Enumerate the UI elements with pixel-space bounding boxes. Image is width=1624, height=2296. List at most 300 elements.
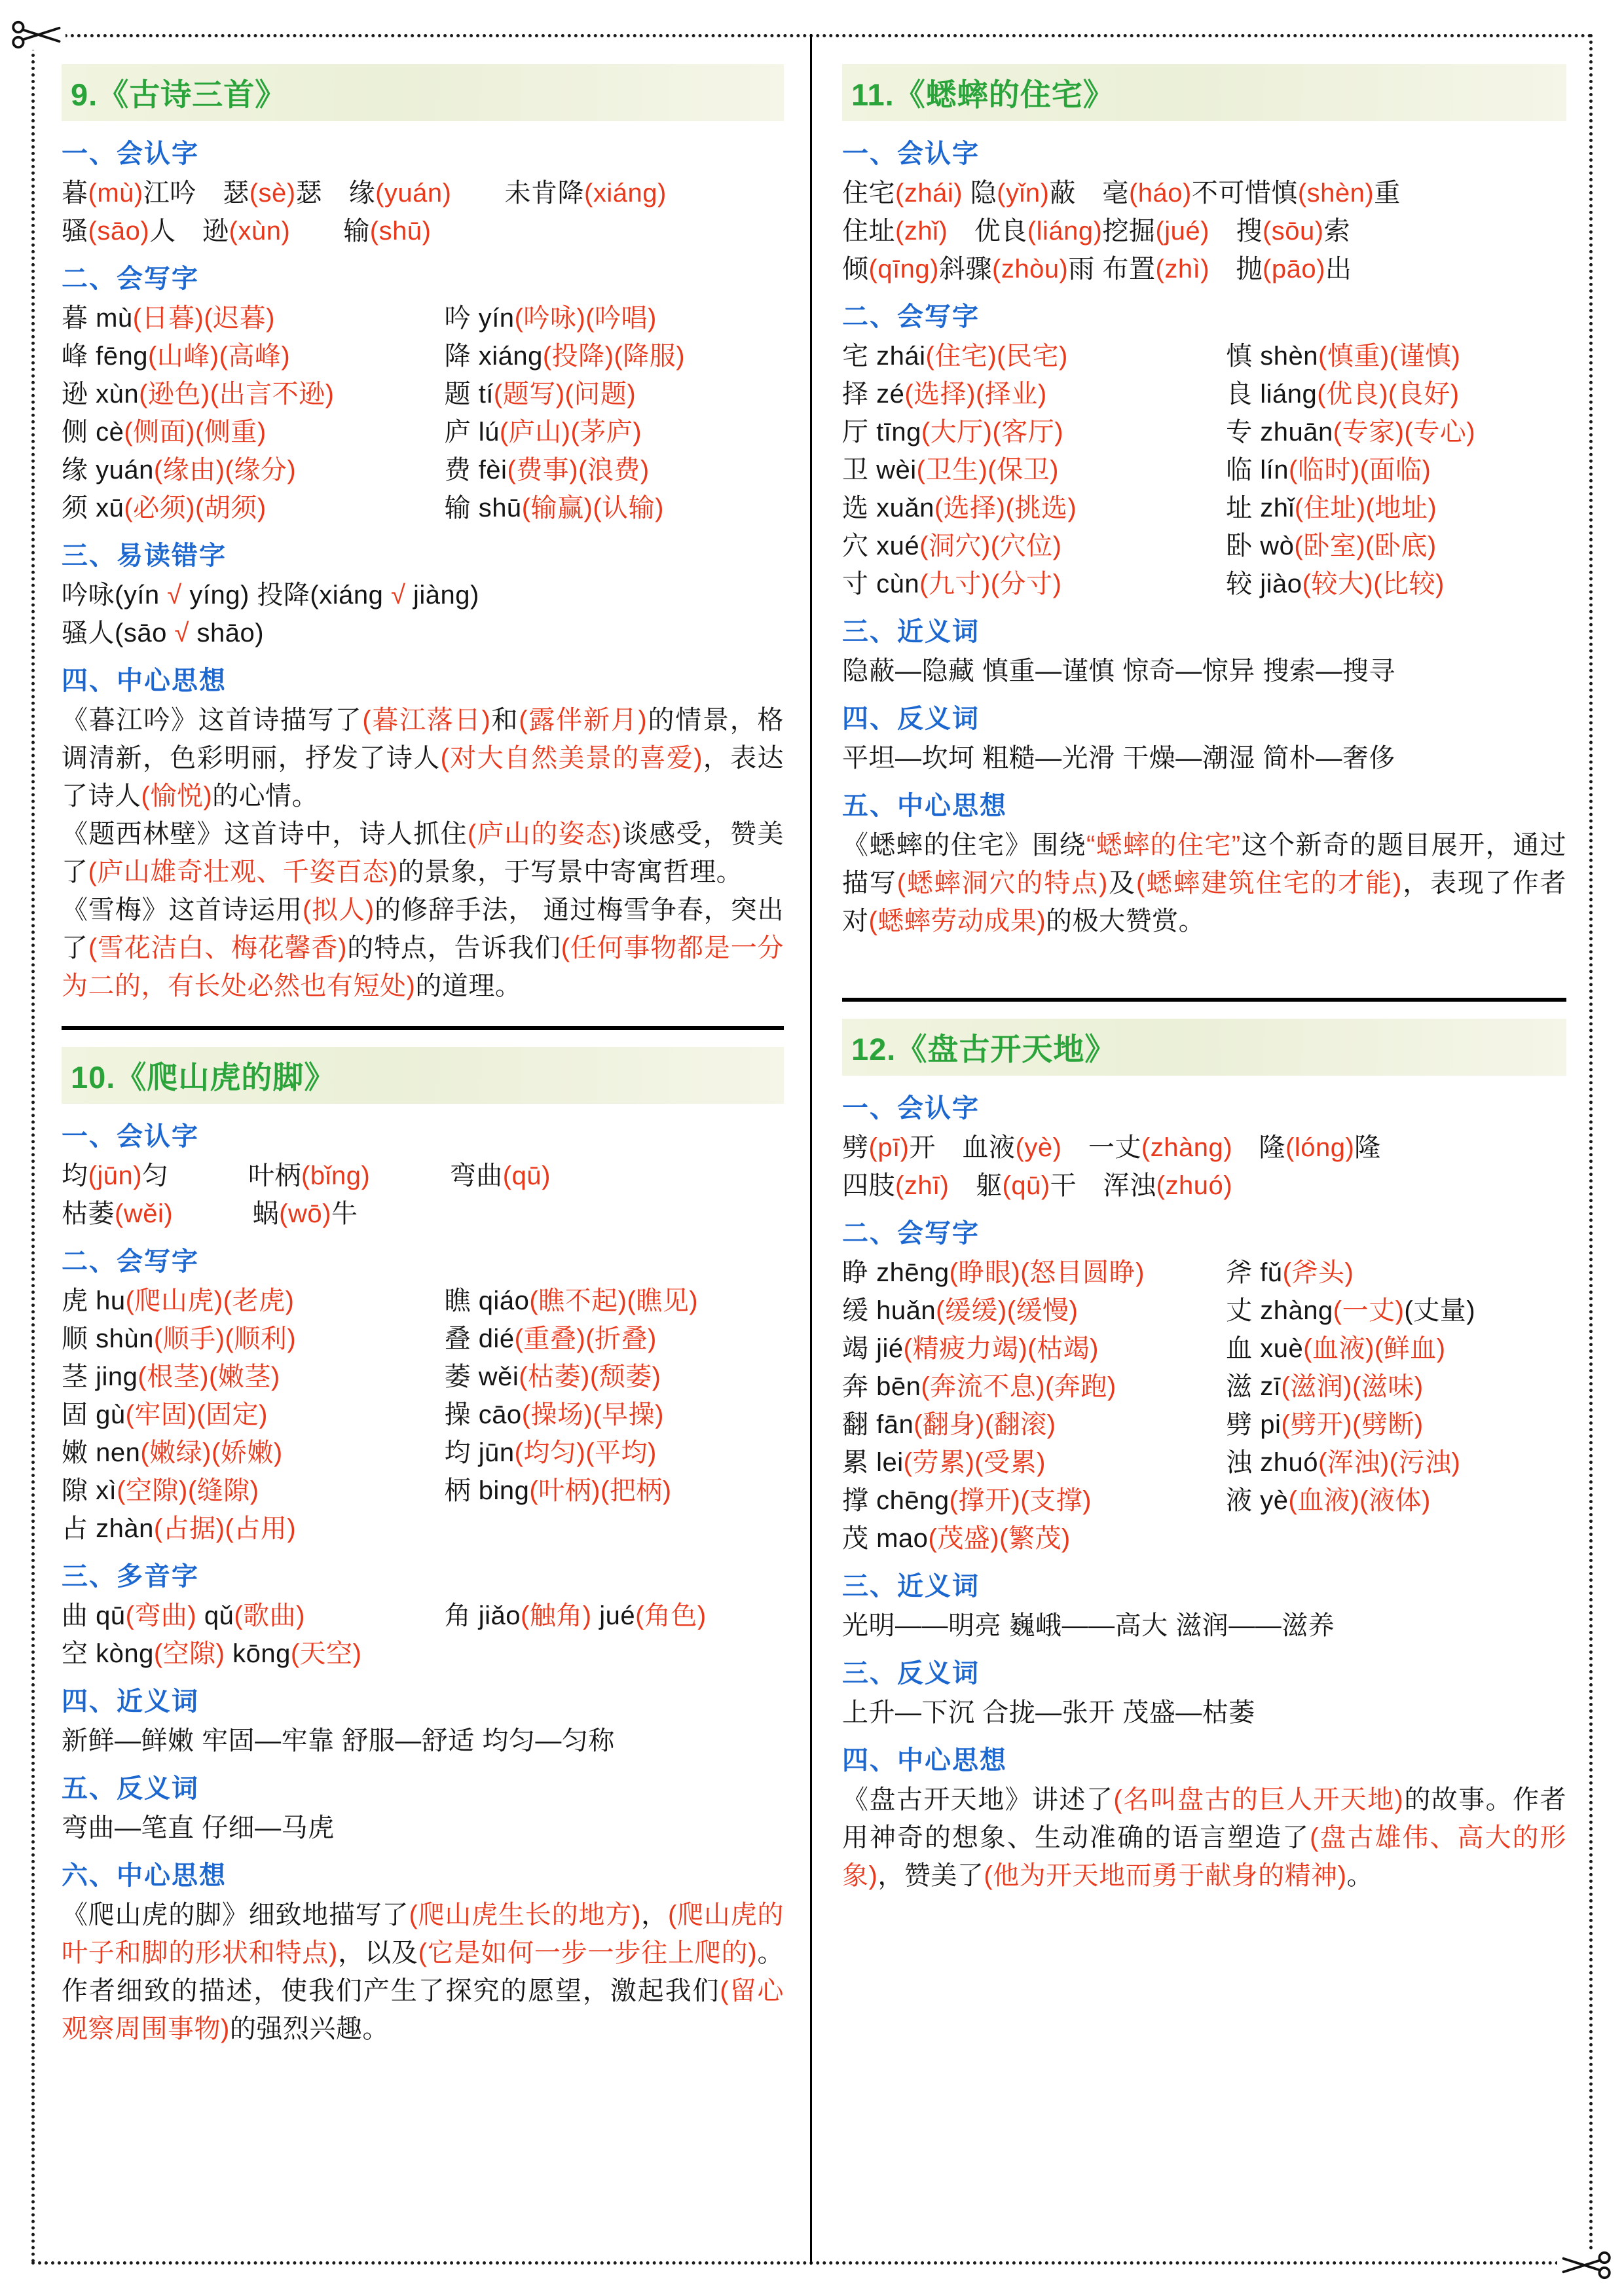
body-text: 重 <box>1374 179 1401 208</box>
entry-row <box>62 1396 784 1434</box>
highlight-text: (住宅)(民宅) <box>925 342 1068 371</box>
body-text: 均 jūn <box>444 1438 515 1467</box>
entry-right <box>445 1282 784 1320</box>
highlight-text: (他为开天地而勇于献身的精神) <box>984 1861 1347 1890</box>
body-text: jué <box>591 1601 636 1630</box>
section-title: 11.《蟋蟀的住宅》 <box>842 64 1566 121</box>
highlight-text: (zhì) <box>1155 255 1210 283</box>
entry-left <box>62 299 445 337</box>
body-text: 滋 zī <box>1226 1372 1282 1401</box>
body-text: 穴 xué <box>842 532 920 560</box>
highlight-text: (题写)(问题) <box>493 380 637 409</box>
entry-row <box>842 1444 1566 1482</box>
entry-left <box>62 375 445 413</box>
entry-right <box>1226 527 1566 565</box>
entry-right <box>1226 1444 1566 1482</box>
highlight-text: (精疲力竭)(枯竭) <box>903 1334 1099 1363</box>
body-text: 住宅 <box>842 179 895 208</box>
highlight-text: (xùn) <box>229 217 291 246</box>
entry-left <box>842 1368 1226 1406</box>
entry-row <box>842 1520 1566 1558</box>
highlight-text: (雪花洁白、梅花馨香) <box>88 934 347 962</box>
body-text: 隐 <box>963 179 997 208</box>
entry-left <box>62 1282 445 1320</box>
entry-left <box>62 1472 445 1510</box>
highlight-text: (wō) <box>279 1199 331 1228</box>
entry-right <box>1226 1406 1566 1444</box>
highlight-text: (bǐng) <box>301 1161 371 1190</box>
highlight-text: (留心观察周围事物) <box>62 1977 784 2043</box>
highlight-text: (空隙) <box>153 1639 225 1668</box>
body-text: (丈量) <box>1404 1296 1476 1325</box>
entry-row <box>842 1406 1566 1444</box>
entry-row <box>62 1472 784 1510</box>
body-text: 牛 <box>331 1199 358 1228</box>
entry-row <box>62 413 784 451</box>
body-text: 出 <box>1325 255 1352 283</box>
subsection-heading: 三、多音字 <box>62 1562 199 1591</box>
entry-left <box>62 451 445 489</box>
highlight-text: (庐山的姿态) <box>467 820 622 848</box>
highlight-text: (庐山)(茅庐) <box>499 418 642 446</box>
highlight-text: (zhàng) <box>1141 1133 1233 1162</box>
entry-right <box>1226 1254 1566 1292</box>
highlight-text: (jūn) <box>88 1161 143 1190</box>
subsection-heading: 四、近义词 <box>62 1687 199 1716</box>
body-text: 暮 <box>62 179 88 208</box>
text-line <box>842 1781 1566 1895</box>
highlight-text: (枯萎)(颓萎) <box>519 1362 661 1391</box>
body-text: 茎 jing <box>62 1362 138 1391</box>
body-text: 《蟋蟀的住宅》围绕 <box>842 831 1086 860</box>
highlight-text: (歌曲) <box>234 1601 305 1630</box>
body-text: 撑 chēng <box>842 1486 950 1515</box>
highlight-text: (弯曲) <box>125 1601 197 1630</box>
highlight-text: (必须)(胡须) <box>124 494 267 522</box>
body-text: 隆 <box>1354 1133 1381 1162</box>
body-text: 缘 yuán <box>62 456 154 484</box>
body-text: 的特点，告诉我们 <box>347 934 561 962</box>
text-line <box>62 701 784 815</box>
highlight-text: (pī) <box>868 1133 910 1162</box>
highlight-text: (yǐn) <box>997 179 1050 208</box>
body-text: 操 cāo <box>444 1400 522 1429</box>
body-text: 斜骤 <box>939 255 992 283</box>
body-text: ，以及 <box>337 1939 418 1967</box>
body-text: 优良 <box>948 217 1027 246</box>
highlight-text: (逊色)(出言不逊) <box>139 380 335 409</box>
subsection-heading: 四、中心思想 <box>842 1746 1007 1775</box>
highlight-text: (操场)(早操) <box>521 1400 664 1429</box>
entry-left <box>62 1434 445 1472</box>
entry-right <box>445 1320 784 1358</box>
body-text: 缓 huǎn <box>842 1296 936 1325</box>
entry-left <box>62 1396 445 1434</box>
entry-left <box>62 1320 445 1358</box>
highlight-text: (庐山雄奇壮观、千姿百态) <box>88 858 398 886</box>
highlight-text: (一丈) <box>1333 1296 1405 1325</box>
body-text: 输 shū <box>444 494 522 522</box>
subsection-heading: 四、中心思想 <box>62 666 227 695</box>
subsection-heading: 二、会写字 <box>842 302 980 331</box>
body-text: 隆 <box>1232 1133 1286 1162</box>
highlight-text: (投降)(降服) <box>542 342 686 371</box>
body-text: 上升—下沉 合拢—张开 茂盛—枯萎 <box>842 1698 1255 1727</box>
text-line <box>62 1157 784 1195</box>
entry-left <box>842 1330 1226 1368</box>
body-text: 的故事。作者用神奇的想象、生动准确的语言塑造了 <box>842 1785 1567 1852</box>
body-text: 平坦—坎坷 粗糙—光滑 干燥—潮湿 简朴—奢侈 <box>842 744 1395 773</box>
entry-row <box>842 375 1566 413</box>
highlight-text: (临时)(面临) <box>1289 456 1431 484</box>
body-text: 一丈 <box>1061 1133 1141 1162</box>
entry-right <box>1226 1368 1566 1406</box>
body-text: 累 lei <box>842 1448 904 1477</box>
highlight-text: √ <box>167 581 182 610</box>
body-text: 较 jiào <box>1226 570 1302 598</box>
entry-left <box>842 1406 1226 1444</box>
highlight-text: (斧头) <box>1282 1258 1354 1287</box>
text-line <box>62 174 784 212</box>
highlight-text: (角色) <box>635 1601 707 1630</box>
body-text: 。作者细致的描述，使我们产生了探究的愿望，激起我们 <box>62 1939 784 2005</box>
highlight-text: (专家)(专心) <box>1333 418 1476 446</box>
body-text: 吟 yín <box>444 304 515 333</box>
body-text: 隙 xì <box>62 1476 117 1505</box>
entry-right <box>445 1358 784 1396</box>
body-text: 曲 qū <box>62 1601 126 1630</box>
text-line <box>62 1722 784 1760</box>
entry-right <box>1226 1482 1566 1520</box>
text-line <box>62 1635 784 1673</box>
highlight-text: (嫩绿)(娇嫩) <box>140 1438 283 1467</box>
subsection-heading: 一、会认字 <box>842 1094 980 1123</box>
body-text: 血 xuè <box>1226 1334 1304 1363</box>
highlight-text: (叶柄)(把柄) <box>529 1476 672 1505</box>
body-text: 峰 fēng <box>62 342 148 371</box>
highlight-text: (顺手)(顺利) <box>153 1324 297 1353</box>
body-text: 的强烈兴趣。 <box>229 2014 389 2043</box>
entry-left <box>842 451 1226 489</box>
highlight-text: (liáng) <box>1027 217 1103 246</box>
highlight-text: (睁眼)(怒目圆睁) <box>949 1258 1145 1287</box>
entry-right <box>445 489 784 527</box>
highlight-text: (缓缓)(缓慢) <box>936 1296 1079 1325</box>
entry-right <box>1226 565 1566 603</box>
highlight-text: (zhòu) <box>992 255 1069 283</box>
entry-row <box>62 1282 784 1320</box>
highlight-text: (蟋蟀建筑住宅的才能) <box>1136 869 1402 898</box>
section-title: 9.《古诗三首》 <box>62 64 784 121</box>
entry-right <box>445 413 784 451</box>
highlight-text: (lóng) <box>1285 1133 1355 1162</box>
body-text: 搜 <box>1209 217 1263 246</box>
highlight-text: (根茎)(嫩茎) <box>138 1362 280 1391</box>
highlight-text: (翻身)(翻滚) <box>913 1410 1056 1439</box>
highlight-text: (sè) <box>249 179 296 208</box>
highlight-text: (输赢)(认输) <box>521 494 664 522</box>
entry-right <box>445 451 784 489</box>
highlight-text: (sāo) <box>88 217 150 246</box>
body-text: qǔ <box>196 1601 234 1630</box>
column-left <box>31 34 812 2265</box>
entry-left <box>842 1444 1226 1482</box>
highlight-text: (zhī) <box>895 1171 950 1200</box>
body-text: 《盘古开天地》讲述了 <box>842 1785 1114 1814</box>
highlight-text: (qū) <box>1002 1171 1050 1200</box>
entry-right <box>445 337 784 375</box>
body-text: 址 zhǐ <box>1226 494 1295 522</box>
highlight-text: (瞧不起)(瞧见) <box>529 1286 699 1315</box>
highlight-text: (滋润)(滋味) <box>1281 1372 1424 1401</box>
entry-right <box>445 1472 784 1510</box>
body-text: 劈 <box>842 1133 869 1162</box>
text-line <box>842 1607 1566 1645</box>
highlight-text: √ <box>174 619 189 647</box>
entry-right <box>445 375 784 413</box>
highlight-text: (费事)(浪费) <box>507 456 650 484</box>
highlight-text: (劈开)(劈断) <box>1281 1410 1424 1439</box>
body-text: 临 lín <box>1226 456 1289 484</box>
body-text: shāo) <box>189 619 265 647</box>
text-line <box>842 174 1566 212</box>
entry-right <box>1226 1330 1566 1368</box>
highlight-text: (占据)(占用) <box>153 1514 297 1543</box>
body-text: 住址 <box>842 217 895 246</box>
entry-row <box>842 489 1566 527</box>
body-text: ，表现了作者对 <box>842 869 1567 936</box>
highlight-text: (爬山虎的叶子和脚的形状和特点) <box>62 1901 784 1967</box>
body-text: 丈 zhàng <box>1226 1296 1333 1325</box>
entry-right <box>1226 489 1566 527</box>
subsection-heading: 三、近义词 <box>842 617 980 646</box>
body-text: 劈 pi <box>1226 1410 1282 1439</box>
entry-row <box>842 413 1566 451</box>
entry-left <box>842 527 1226 565</box>
highlight-text: (住址)(地址) <box>1294 494 1437 522</box>
entry-left <box>842 375 1226 413</box>
section-divider <box>62 1026 784 1030</box>
body-text: 匀 叶柄 <box>142 1161 302 1190</box>
text-line <box>62 891 784 1005</box>
highlight-text: (均匀)(平均) <box>514 1438 657 1467</box>
entry-left <box>62 413 445 451</box>
text-line <box>842 1167 1566 1205</box>
highlight-text: (zhǐ) <box>895 217 948 246</box>
entry-right <box>1226 1292 1566 1330</box>
highlight-text: (牢固)(固定) <box>125 1400 268 1429</box>
column-right <box>812 34 1593 2265</box>
body-text: 占 zhàn <box>62 1514 154 1543</box>
highlight-text: (劳累)(受累) <box>903 1448 1046 1477</box>
highlight-text: (名叫盘古的巨人开天地) <box>1113 1785 1404 1814</box>
body-text: 的景象，于写景中寄寓哲理。 <box>397 858 743 886</box>
body-text: 躯 <box>949 1171 1003 1200</box>
body-text: 新鲜—鲜嫩 牢固—牢靠 舒服—舒适 均匀—匀称 <box>62 1726 615 1755</box>
entry-row <box>62 1510 784 1548</box>
body-text: 的极大赞赏。 <box>1046 907 1206 936</box>
body-text: 须 xū <box>62 494 124 522</box>
highlight-text: (空隙)(缝隙) <box>117 1476 259 1505</box>
highlight-text: (háo) <box>1128 179 1192 208</box>
body-text: 四肢 <box>842 1171 895 1200</box>
highlight-text: (qū) <box>502 1161 551 1190</box>
highlight-text: (sōu) <box>1262 217 1324 246</box>
body-text: 蜗 <box>173 1199 280 1228</box>
entry-row <box>842 1330 1566 1368</box>
entry-row <box>62 451 784 489</box>
entry-row <box>842 1292 1566 1330</box>
highlight-text: (茂盛)(繁茂) <box>928 1524 1071 1553</box>
text-line <box>62 614 784 652</box>
text-line <box>842 826 1566 940</box>
highlight-text: (选择)(择业) <box>904 380 1047 409</box>
section-title: 12.《盘古开天地》 <box>842 1019 1566 1076</box>
highlight-text: (缘由)(缘分) <box>153 456 297 484</box>
highlight-text: (盘古雄伟、高大的形象) <box>842 1823 1567 1890</box>
body-text: 光明——明亮 巍峨——高大 滋润——滋养 <box>842 1611 1335 1640</box>
body-text: 骚人(sāo <box>62 619 175 647</box>
body-text: 的心情。 <box>212 782 319 811</box>
body-text: kōng <box>225 1639 291 1668</box>
highlight-text: (pāo) <box>1263 255 1325 283</box>
body-text: 逊 xùn <box>62 380 139 409</box>
highlight-text: (山峰)(高峰) <box>147 342 291 371</box>
entry-left <box>62 489 445 527</box>
body-text: 雨 布置 <box>1068 255 1156 283</box>
text-line <box>62 1809 784 1847</box>
body-text: 。 <box>1346 1861 1373 1890</box>
body-text: 挖掘 <box>1102 217 1156 246</box>
body-text: 寸 cùn <box>842 570 920 598</box>
section-divider <box>842 998 1566 1002</box>
entry-row <box>62 1320 784 1358</box>
body-text: 厅 tīng <box>842 418 921 446</box>
body-text: 虎 hu <box>62 1286 126 1315</box>
body-text: 的道理。 <box>415 972 522 1000</box>
entry-row <box>842 1482 1566 1520</box>
entry-row <box>62 489 784 527</box>
body-text: 柄 bing <box>444 1476 530 1505</box>
entry-row <box>62 299 784 337</box>
text-line <box>62 1896 784 2048</box>
text-line <box>62 815 784 891</box>
body-text: 侧 cè <box>62 418 124 446</box>
body-text: 《题西林壁》这首诗中，诗人抓住 <box>62 820 468 848</box>
body-text: yíng) 投降(xiáng <box>181 581 391 610</box>
highlight-text: (奔流不息)(奔跑) <box>921 1372 1116 1401</box>
body-text: 顺 shùn <box>62 1324 154 1353</box>
body-text: 暮 mù <box>62 304 133 333</box>
highlight-text: (暮江落日) <box>362 706 491 735</box>
highlight-text: (对大自然美景的喜爱) <box>440 744 703 773</box>
highlight-text: (jué) <box>1155 217 1209 246</box>
body-text: 宅 zhái <box>842 342 926 371</box>
highlight-text: (xiáng) <box>584 179 667 208</box>
entry-right <box>445 1434 784 1472</box>
body-text: 的修辞手法， 通过梅雪争春，突出了 <box>62 896 784 962</box>
highlight-text: (爬山虎)(老虎) <box>125 1286 295 1315</box>
body-text: 慎 shèn <box>1226 342 1319 371</box>
body-text: 奔 bēn <box>842 1372 921 1401</box>
highlight-text: (优良)(良好) <box>1317 380 1460 409</box>
entry-left <box>62 1510 445 1548</box>
entry-left <box>62 1597 445 1635</box>
body-text: 人 逊 <box>149 217 229 246</box>
body-text: 吟咏(yín <box>62 581 168 610</box>
subsection-heading: 四、反义词 <box>842 704 980 733</box>
highlight-text: (卫生)(保卫) <box>916 456 1059 484</box>
highlight-text: (吟咏)(吟唱) <box>514 304 657 333</box>
highlight-text: (yè) <box>1015 1133 1062 1162</box>
body-text: 瑟 缘 <box>295 179 376 208</box>
highlight-text: (浑浊)(污浊) <box>1318 1448 1461 1477</box>
subsection-heading: 三、反义词 <box>842 1659 980 1688</box>
highlight-text: (血液)(液体) <box>1288 1486 1431 1515</box>
body-text: 费 fèi <box>444 456 507 484</box>
highlight-text: (九寸)(分寸) <box>919 570 1062 598</box>
highlight-text: (较大)(比较) <box>1302 570 1445 598</box>
entry-row <box>62 337 784 375</box>
entry-left <box>842 489 1226 527</box>
highlight-text: √ <box>390 581 406 610</box>
body-text: 不可惜慎 <box>1191 179 1298 208</box>
body-text: 卫 wèi <box>842 456 917 484</box>
body-text: 降 xiáng <box>444 342 543 371</box>
highlight-text: (卧室)(卧底) <box>1294 532 1437 560</box>
body-text: 斧 fǔ <box>1226 1258 1283 1287</box>
worksheet <box>31 34 1593 2265</box>
entry-row <box>842 527 1566 565</box>
entry-right <box>1226 451 1566 489</box>
body-text: 庐 lú <box>444 418 500 446</box>
highlight-text: (蟋蟀洞穴的特点) <box>896 869 1108 898</box>
text-line <box>842 1129 1566 1167</box>
body-text: 倾 <box>842 255 869 283</box>
entry-row <box>842 565 1566 603</box>
body-text: 专 zhuān <box>1226 418 1333 446</box>
highlight-text: (露伴新月) <box>519 706 648 735</box>
body-text: 蔽 毫 <box>1049 179 1129 208</box>
body-text: 《爬山虎的脚》细致地描写了 <box>62 1901 409 1929</box>
body-text: 输 <box>290 217 370 246</box>
text-line <box>842 739 1566 777</box>
body-text: 抛 <box>1209 255 1263 283</box>
body-text: 嫩 nen <box>62 1438 141 1467</box>
body-text: jiàng) <box>405 581 479 610</box>
body-text: 瞧 qiáo <box>444 1286 530 1315</box>
entry-left <box>842 1520 1226 1558</box>
highlight-text: (愉悦) <box>141 782 213 811</box>
section-title: 10.《爬山虎的脚》 <box>62 1047 784 1104</box>
body-text: 隐蔽—隐藏 慎重—谨慎 惊奇—惊异 搜索—搜寻 <box>842 657 1395 685</box>
body-text: ，赞美了 <box>877 1861 984 1890</box>
subsection-heading: 二、会写字 <box>62 1247 199 1276</box>
body-text: 及 <box>1107 869 1137 898</box>
subsection-heading: 五、反义词 <box>62 1774 199 1803</box>
body-text: 择 zé <box>842 380 905 409</box>
text-line <box>62 212 784 250</box>
entry-row <box>62 1358 784 1396</box>
body-text: 江吟 瑟 <box>143 179 249 208</box>
body-text: 《暮江吟》这首诗描写了 <box>62 706 363 735</box>
highlight-text: (选择)(挑选) <box>934 494 1077 522</box>
entry-left <box>62 337 445 375</box>
entry-left <box>842 1254 1226 1292</box>
entry-left <box>842 1482 1226 1520</box>
body-text: 叠 dié <box>444 1324 515 1353</box>
text-line <box>62 576 784 614</box>
